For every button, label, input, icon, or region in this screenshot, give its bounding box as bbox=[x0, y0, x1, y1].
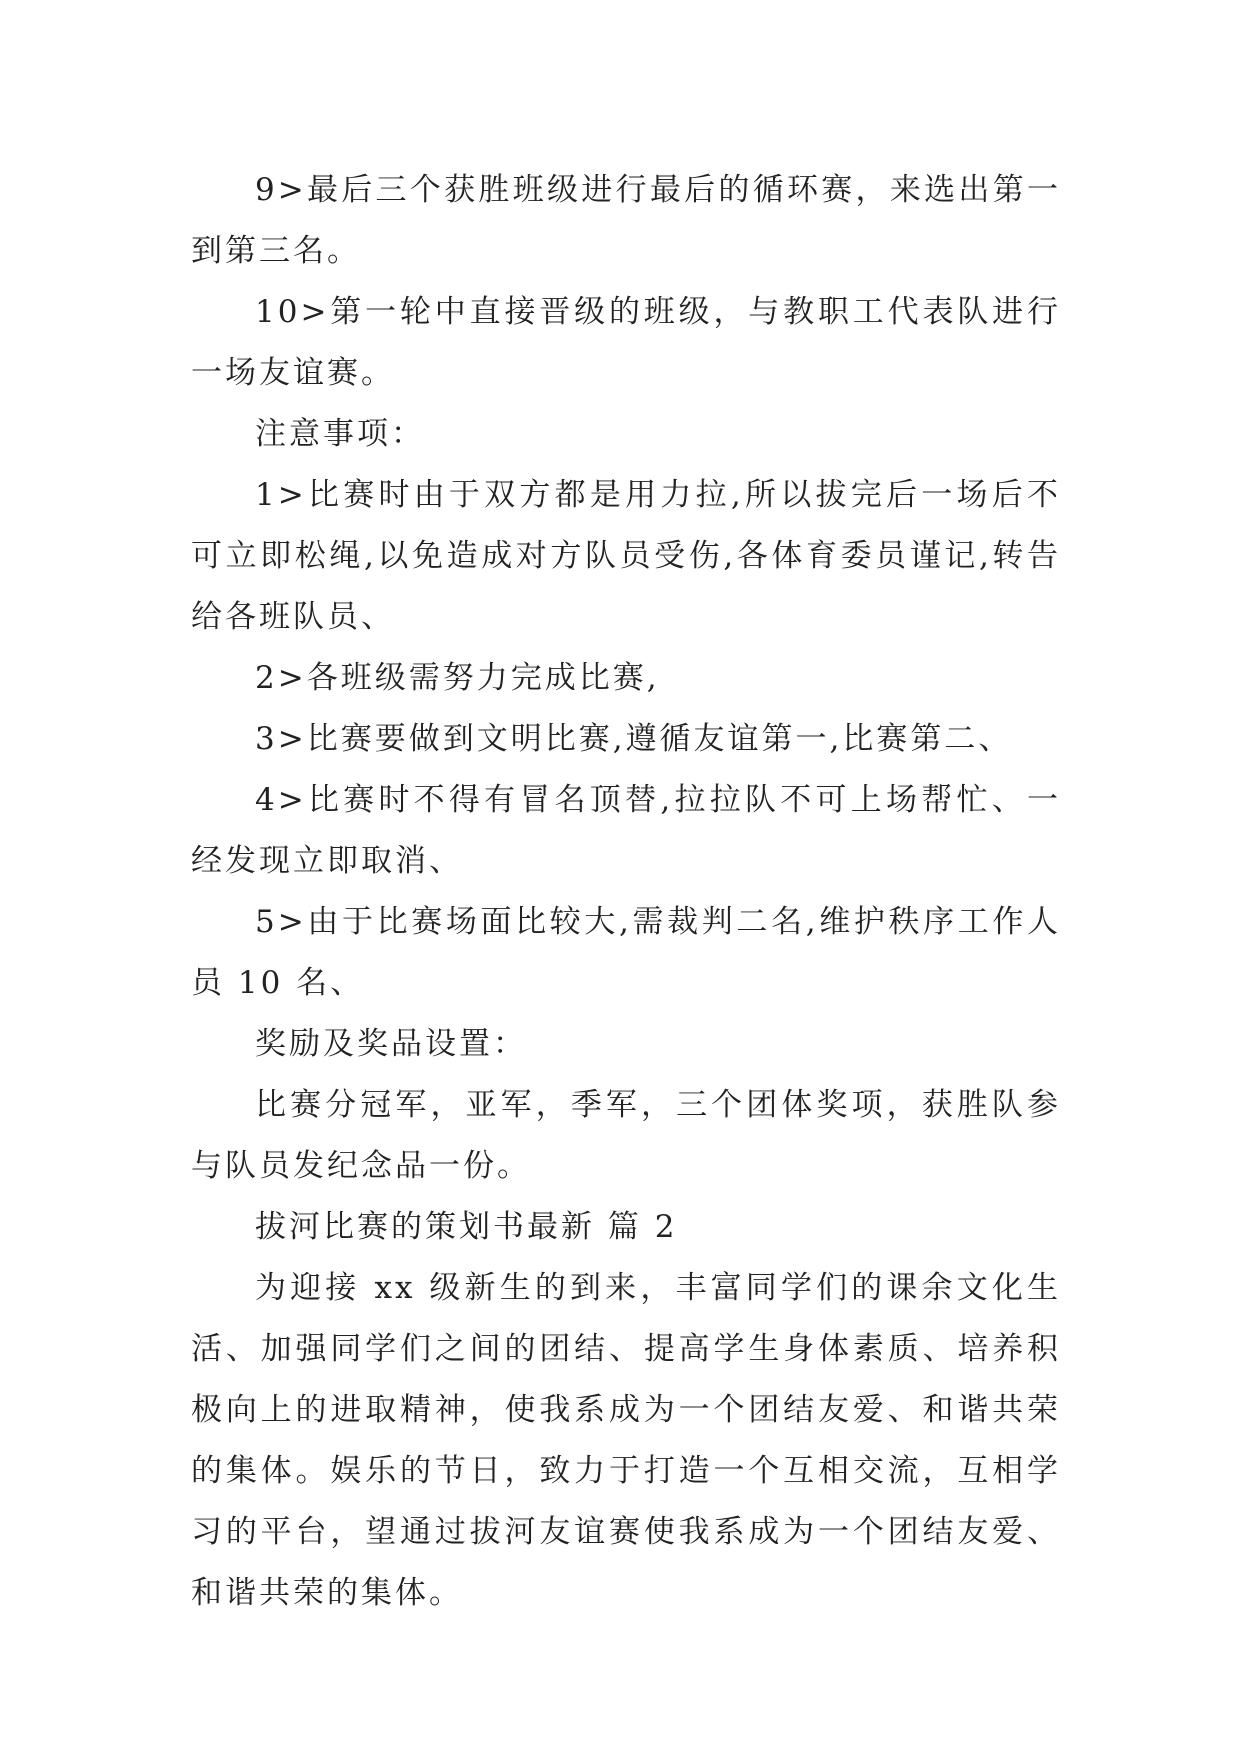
section-title-part-2: 拔河比赛的策划书最新 篇 2 bbox=[255, 1209, 678, 1245]
paragraph-rule-10: 10>第一轮中直接晋级的班级，与教职工代表队进行一场友谊赛。 bbox=[191, 294, 1061, 391]
heading-notes: 注意事项： bbox=[255, 416, 425, 452]
heading-awards: 奖励及奖品设置： bbox=[255, 1026, 527, 1062]
document-body bbox=[191, 160, 1061, 1624]
paragraph-rule-9: 9>最后三个获胜班级进行最后的循环赛，来选出第一到第三名。 bbox=[191, 172, 1061, 269]
paragraph-awards: 比赛分冠军，亚军，季军，三个团体奖项，获胜队参与队员发纪念品一份。 bbox=[191, 1087, 1061, 1184]
paragraph-note-4: 4>比赛时不得有冒名顶替,拉拉队不可上场帮忙、一经发现立即取消、 bbox=[191, 782, 1061, 879]
paragraph-intro-part-2: 为迎接 xx 级新生的到来，丰富同学们的课余文化生活、加强同学们之间的团结、提高学生身体素质、培养积极向上的进取精神，使我系成为一个团结友爱、和谐共荣的集体。娱乐的节日，致力于打造一个互相交流，互相学习的平台，望通过拔河友谊赛使我系成为一个团结友爱、和谐共荣的集体。 bbox=[191, 1270, 1061, 1611]
paragraph-note-5: 5>由于比赛场面比较大,需裁判二名,维护秩序工作人员 10 名、 bbox=[191, 904, 1061, 1001]
paragraph-note-2: 2>各班级需努力完成比赛, bbox=[255, 660, 660, 696]
paragraph-note-3: 3>比赛要做到文明比赛,遵循友谊第一,比赛第二、 bbox=[255, 721, 1013, 757]
paragraph-note-1: 1>比赛时由于双方都是用力拉,所以拔完后一场后不可立即松绳,以免造成对方队员受伤,各体育委员谨记,转告给各班队员、 bbox=[191, 477, 1061, 635]
